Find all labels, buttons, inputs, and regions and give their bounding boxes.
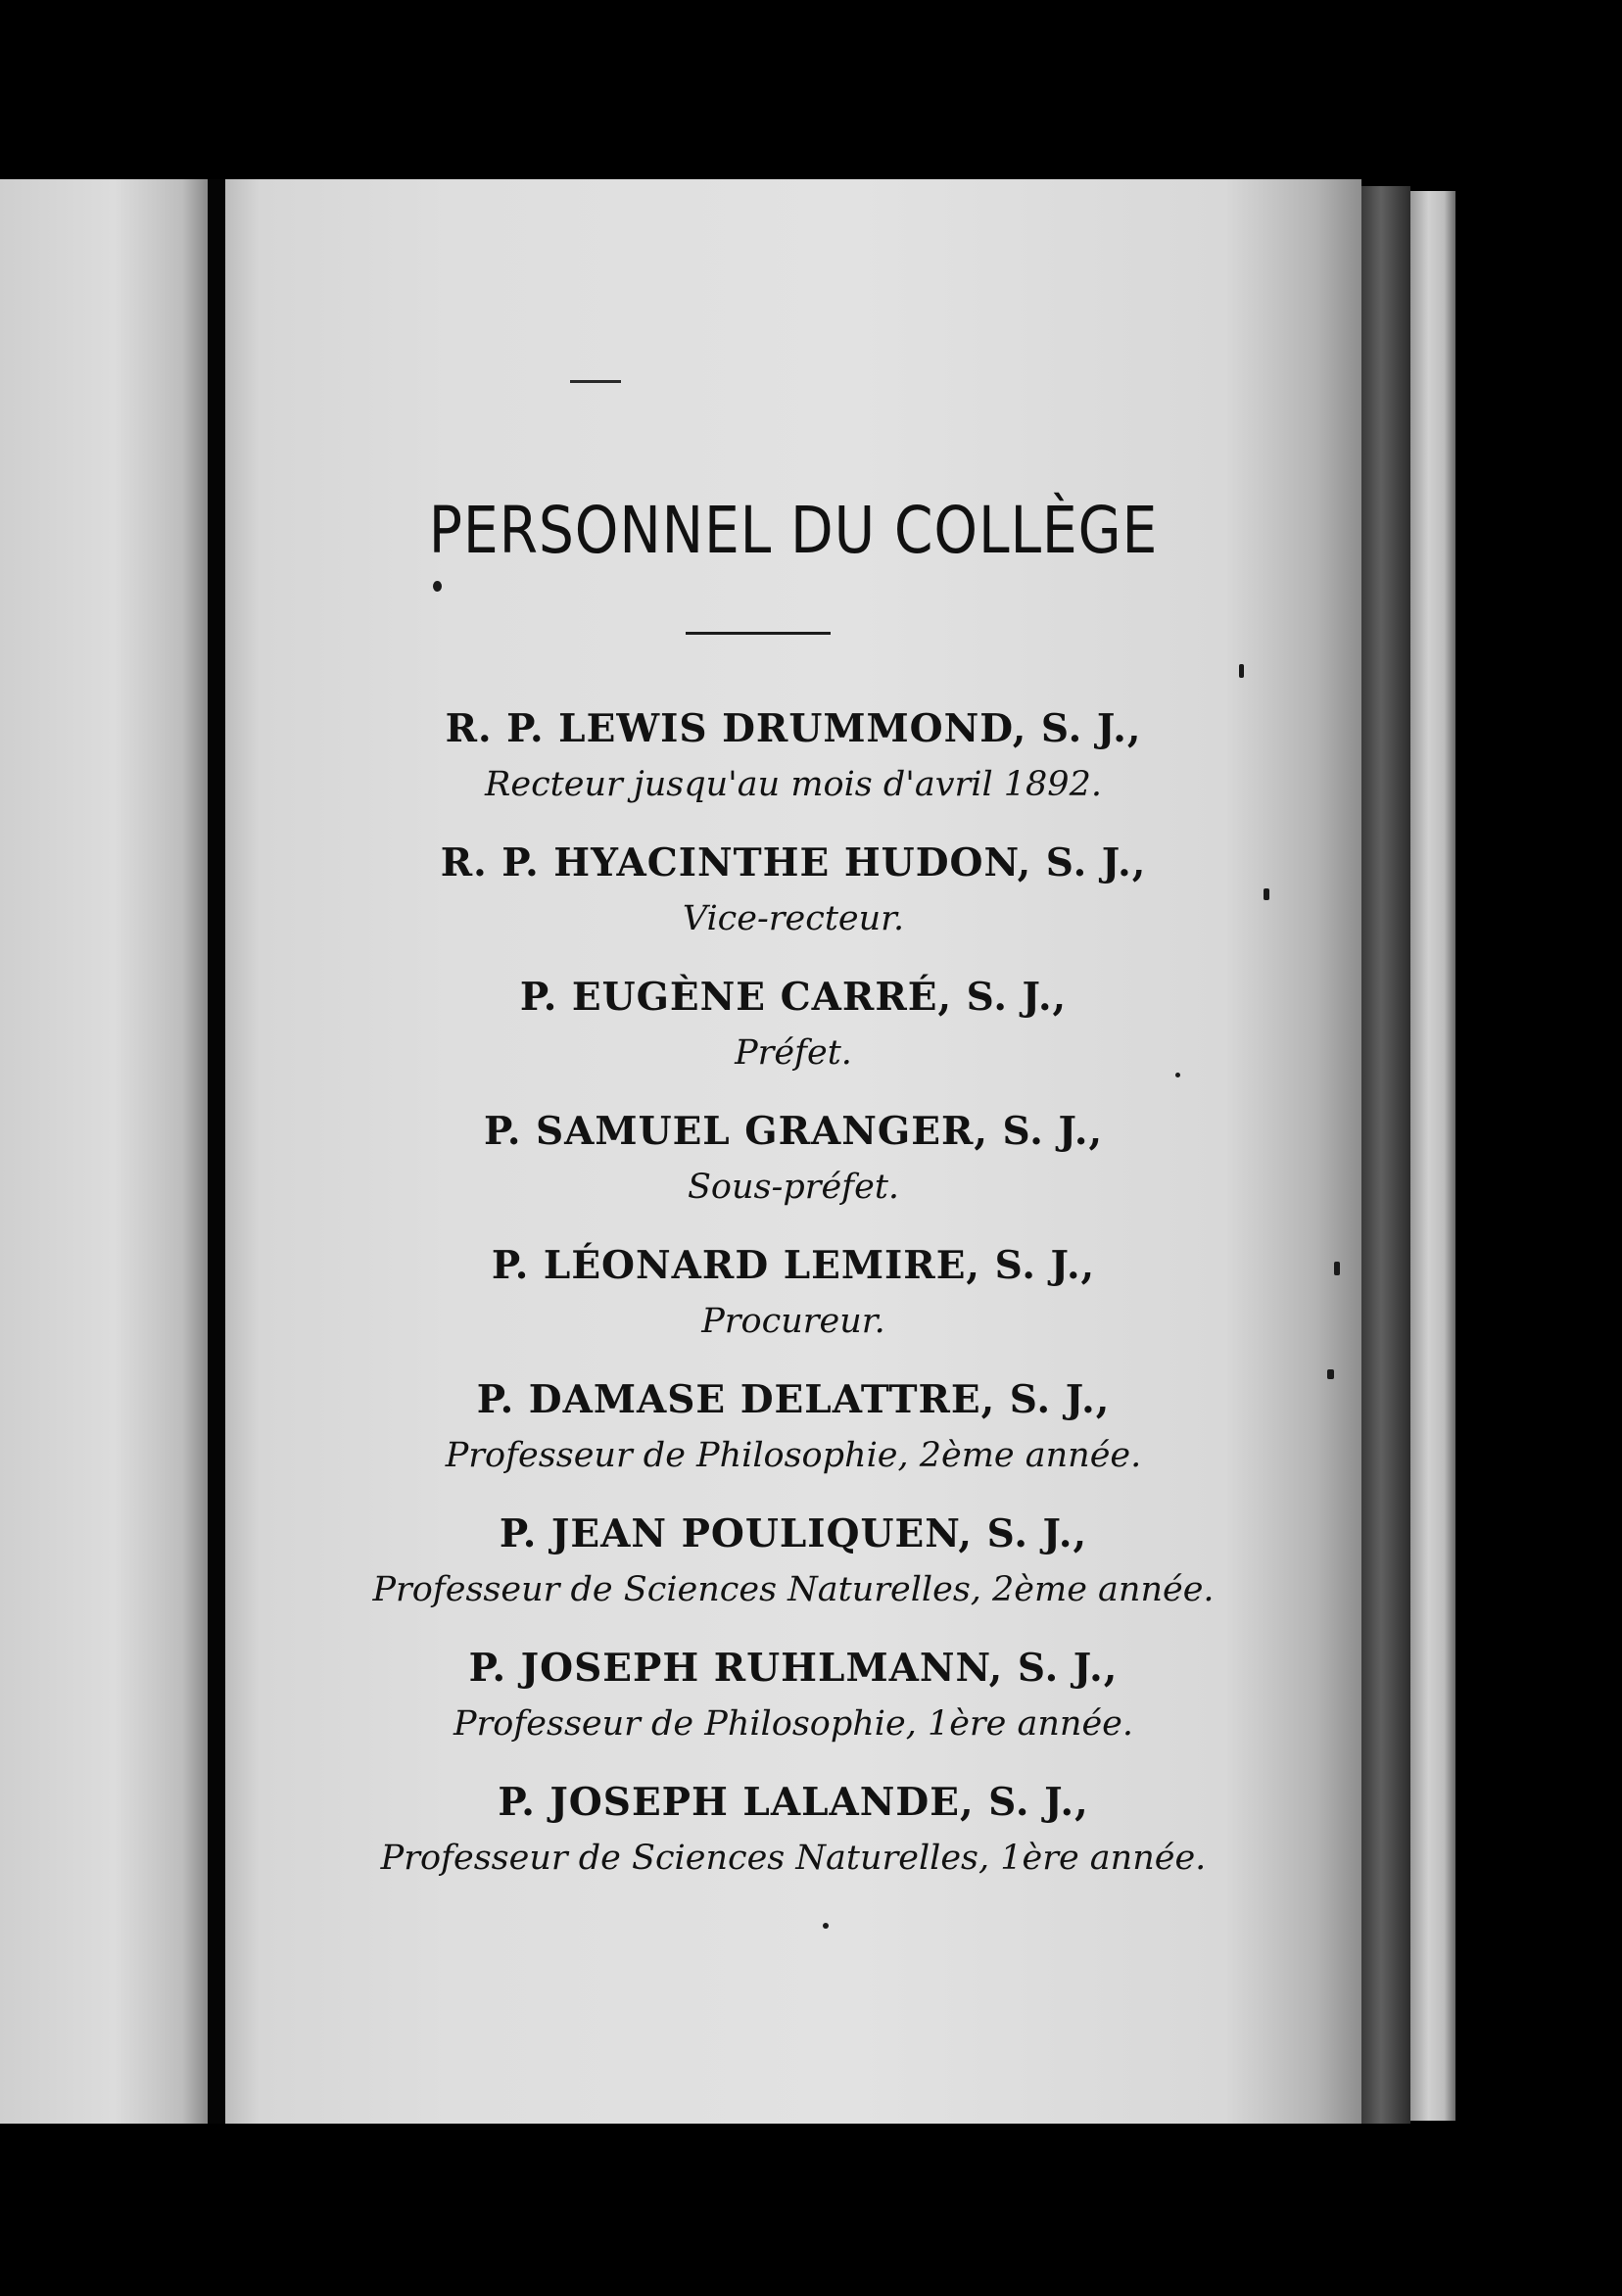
- page-title: PERSONNEL DU COLLÈGE: [428, 493, 1159, 568]
- personnel-name: P. LÉONARD LEMIRE, S. J.,: [491, 1243, 1096, 1288]
- page-edge-stack: [1410, 191, 1455, 2121]
- personnel-role: Professeur de Philosophie, 2ème année.: [445, 1436, 1142, 1475]
- personnel-entry: [225, 1374, 1361, 1508]
- top-mark: [570, 380, 621, 383]
- left-page-fragment: [0, 179, 208, 2124]
- ink-speck: [1264, 888, 1269, 900]
- ink-speck: [1175, 1073, 1180, 1077]
- book-gutter: [208, 179, 225, 2124]
- personnel-entry: [225, 1643, 1361, 1777]
- personnel-name: R. P. HYACINTHE HUDON, S. J.,: [440, 840, 1147, 885]
- personnel-entry: [225, 1777, 1361, 1911]
- personnel-role: Vice-recteur.: [682, 899, 905, 938]
- personnel-role: Sous-préfet.: [687, 1168, 900, 1207]
- ink-speck: [1239, 664, 1244, 678]
- personnel-name: P. JEAN POULIQUEN, S. J.,: [499, 1511, 1088, 1556]
- personnel-role: Procureur.: [701, 1302, 885, 1341]
- book-page: [225, 179, 1361, 2124]
- ink-speck: [433, 581, 442, 592]
- personnel-name: P. JOSEPH RUHLMANN, S. J.,: [468, 1646, 1119, 1691]
- personnel-name: P. JOSEPH LALANDE, S. J.,: [498, 1780, 1089, 1825]
- personnel-entry: [225, 972, 1361, 1106]
- page-edge-shadow: [1361, 186, 1410, 2124]
- personnel-entry: [225, 1508, 1361, 1643]
- personnel-role: Professeur de Philosophie, 1ère année.: [453, 1704, 1134, 1744]
- personnel-entry: [225, 1106, 1361, 1240]
- personnel-entry: [225, 837, 1361, 972]
- personnel-name: P. DAMASE DELATTRE, S. J.,: [476, 1377, 1111, 1422]
- ink-speck: [823, 1923, 829, 1929]
- personnel-entry: [225, 1240, 1361, 1374]
- personnel-name: R. P. LEWIS DRUMMOND, S. J.,: [445, 706, 1142, 751]
- personnel-list: [225, 703, 1361, 1911]
- personnel-entry: [225, 703, 1361, 837]
- personnel-name: P. SAMUEL GRANGER, S. J.,: [483, 1109, 1104, 1154]
- personnel-role: Préfet.: [735, 1033, 852, 1073]
- ink-speck: [1334, 1262, 1340, 1275]
- title-rule: [686, 632, 831, 635]
- personnel-role: Professeur de Sciences Naturelles, 2ème année.: [372, 1570, 1215, 1609]
- personnel-name: P. EUGÈNE CARRÉ, S. J.,: [519, 975, 1068, 1020]
- personnel-role: Recteur jusqu'au mois d'avril 1892.: [485, 765, 1102, 804]
- ink-speck: [1327, 1369, 1334, 1379]
- personnel-role: Professeur de Sciences Naturelles, 1ère année.: [380, 1839, 1207, 1878]
